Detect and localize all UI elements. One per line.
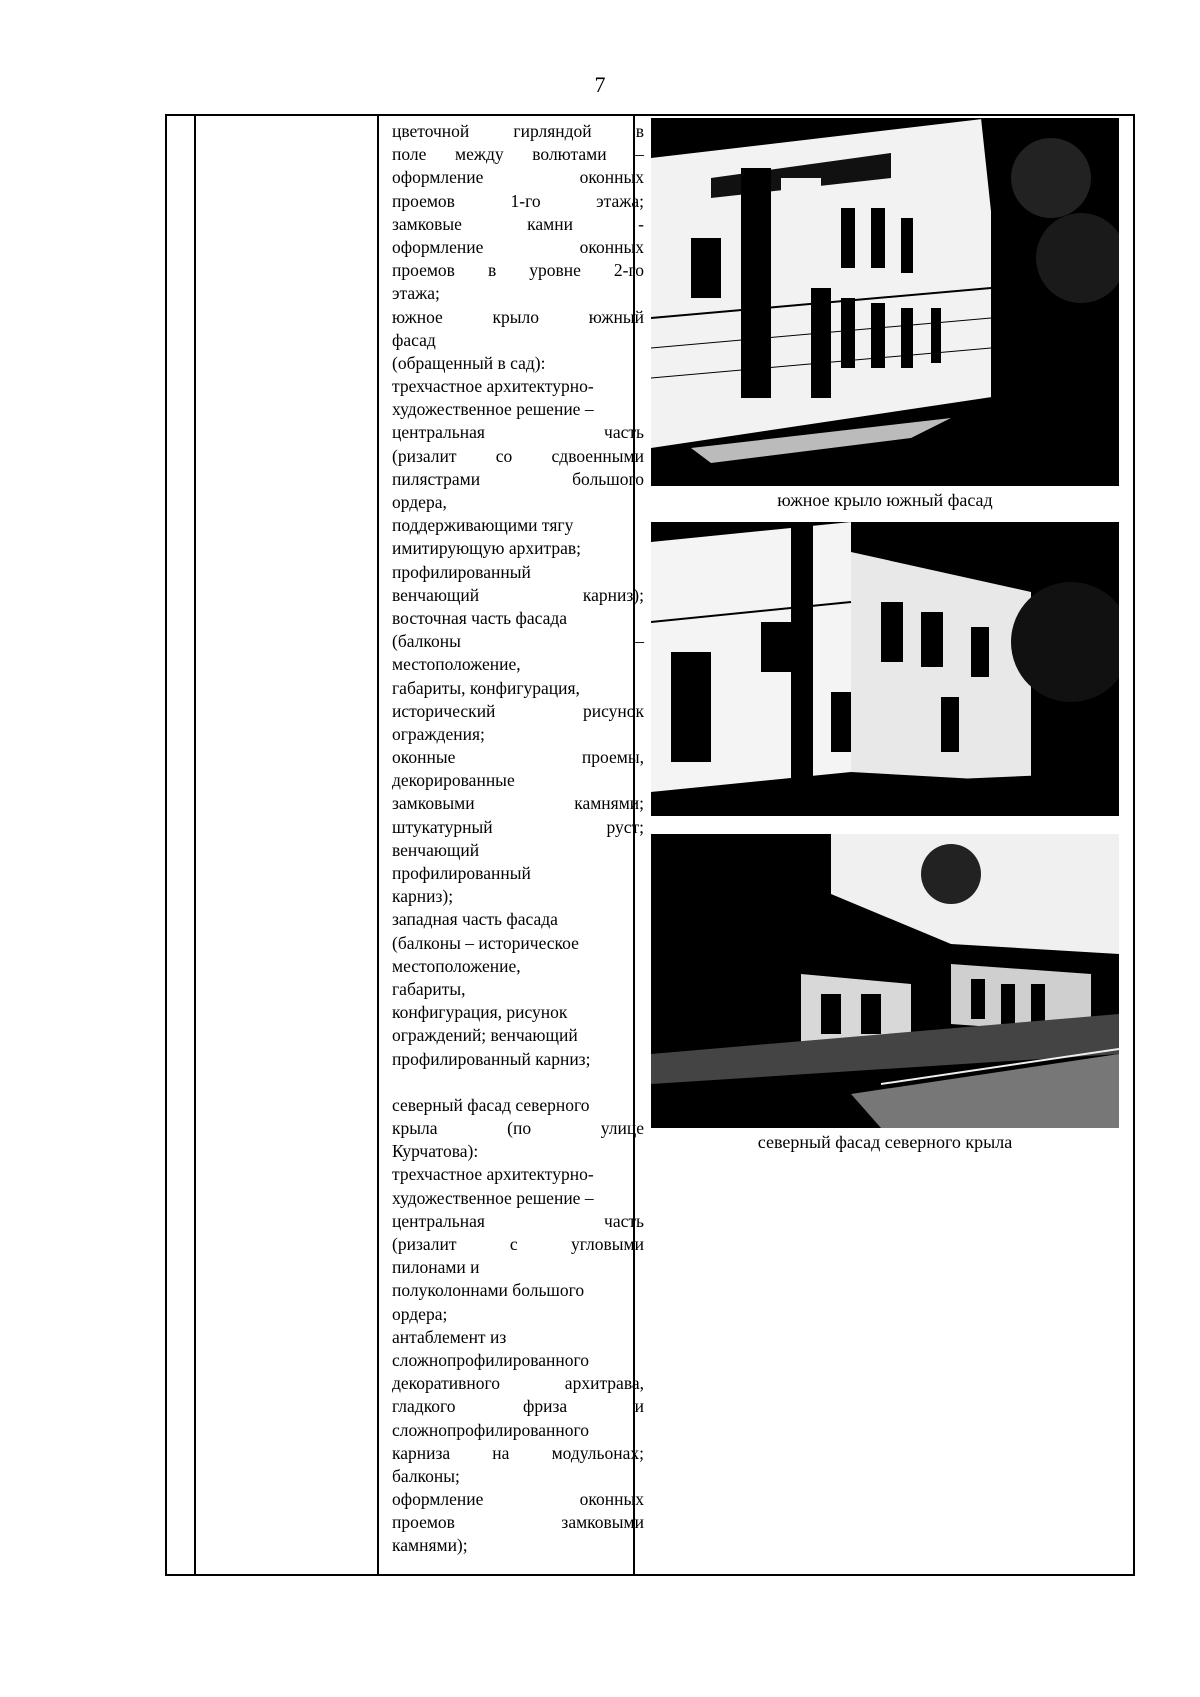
description-line: фасад	[392, 329, 436, 350]
description-line: поддерживающими тягу	[392, 515, 574, 536]
photo-east-part	[651, 522, 1119, 816]
description-line: проемов 1-го этажа;	[392, 190, 644, 211]
monument-features-table	[165, 114, 1135, 1576]
photo-north-facade-image	[651, 834, 1119, 1128]
description-line: габариты,	[392, 978, 466, 999]
description-line: профилированный карниз;	[392, 1048, 591, 1069]
description-line: сложнопрофилированного	[392, 1349, 589, 1370]
photo-south-wing-image	[651, 118, 1119, 486]
description-line: габариты, конфигурация,	[392, 677, 580, 698]
description-line: центральная часть	[392, 422, 644, 443]
description-line: крыла (по улице	[392, 1118, 644, 1139]
description-line: штукатурный руст;	[392, 816, 644, 837]
description-line: замковые камни -	[392, 213, 644, 234]
column-divider-1	[194, 116, 196, 1574]
description-line: полуколоннами большого	[392, 1280, 585, 1301]
description-line: восточная часть фасада	[392, 607, 568, 628]
description-line: декорированные	[392, 770, 515, 791]
photo-north-facade	[651, 834, 1119, 1128]
photo-south-wing	[651, 118, 1119, 486]
description-line: декоративного архитрава,	[392, 1373, 644, 1394]
description-line: оформление оконных	[392, 1489, 644, 1510]
description-line: пилястрами большого	[392, 468, 644, 489]
column-divider-2	[377, 116, 379, 1574]
description-line: исторический рисунок	[392, 700, 644, 721]
description-line: оконные проемы,	[392, 747, 644, 768]
photo-east-part-image	[651, 522, 1119, 816]
description-line: гладкого фриза и	[392, 1396, 644, 1417]
description-line: художественное решение –	[392, 1187, 594, 1208]
description-line: художественное решение –	[392, 399, 594, 420]
description-line: ограждения;	[392, 723, 485, 744]
description-line: цветочной гирляндой в	[392, 121, 644, 141]
description-line: карниз);	[392, 886, 454, 907]
description-line: (ризалит с угловыми	[392, 1234, 644, 1254]
description-line: ордера,	[392, 492, 447, 512]
description-line: пилонами и	[392, 1257, 480, 1278]
description-line: трехчастное архитектурно-	[392, 1164, 594, 1185]
description-line: трехчастное архитектурно-	[392, 376, 594, 397]
description-line: местоположение,	[392, 955, 521, 976]
description-line: карниза на модульонах;	[392, 1442, 644, 1463]
description-line	[392, 1071, 644, 1094]
photo-north-facade-caption: северный фасад северного крыла	[757, 1132, 1013, 1152]
description-line: (обращенный в сад):	[392, 352, 546, 373]
description-line: профилированный	[392, 863, 531, 883]
description-line: профилированный	[392, 561, 531, 582]
description-line: конфигурация, рисунок	[392, 1002, 568, 1023]
description-line: имитирующую архитрав;	[392, 538, 581, 559]
description-line: (балконы – историческое	[392, 932, 579, 953]
description-line: (ризалит со сдвоенными	[392, 445, 644, 466]
description-line: (балконы –	[392, 631, 644, 652]
description-line: антаблемент из	[392, 1326, 507, 1347]
description-line: западная часть фасада	[392, 909, 558, 930]
description-line: оформление оконных	[392, 167, 644, 188]
page-number: 7	[594, 72, 606, 97]
description-line: ограждений; венчающий	[392, 1025, 578, 1046]
features-description	[392, 120, 644, 1558]
description-line: Курчатова):	[392, 1141, 479, 1162]
description-line: поле между волютами –	[392, 144, 644, 165]
description-line: южное крыло южный	[392, 306, 644, 327]
photo-south-wing-caption: южное крыло южный фасад	[777, 490, 993, 510]
description-line: ордера;	[392, 1303, 448, 1324]
description-line: местоположение,	[392, 654, 521, 675]
description-line: проемов в уровне 2-го	[392, 260, 644, 281]
description-line: сложнопрофилированного	[392, 1419, 589, 1440]
description-line: венчающий	[392, 839, 480, 860]
description-line: центральная часть	[392, 1210, 644, 1231]
description-line: замковыми камнями;	[392, 793, 644, 814]
description-line: северный фасад северного	[392, 1094, 590, 1115]
description-line: этажа;	[392, 283, 440, 304]
description-line: венчающий карниз);	[392, 584, 644, 605]
description-line: проемов замковыми	[392, 1512, 644, 1533]
description-line: оформление оконных	[392, 236, 644, 257]
description-line: камнями);	[392, 1535, 468, 1556]
description-line: балконы;	[392, 1465, 460, 1486]
